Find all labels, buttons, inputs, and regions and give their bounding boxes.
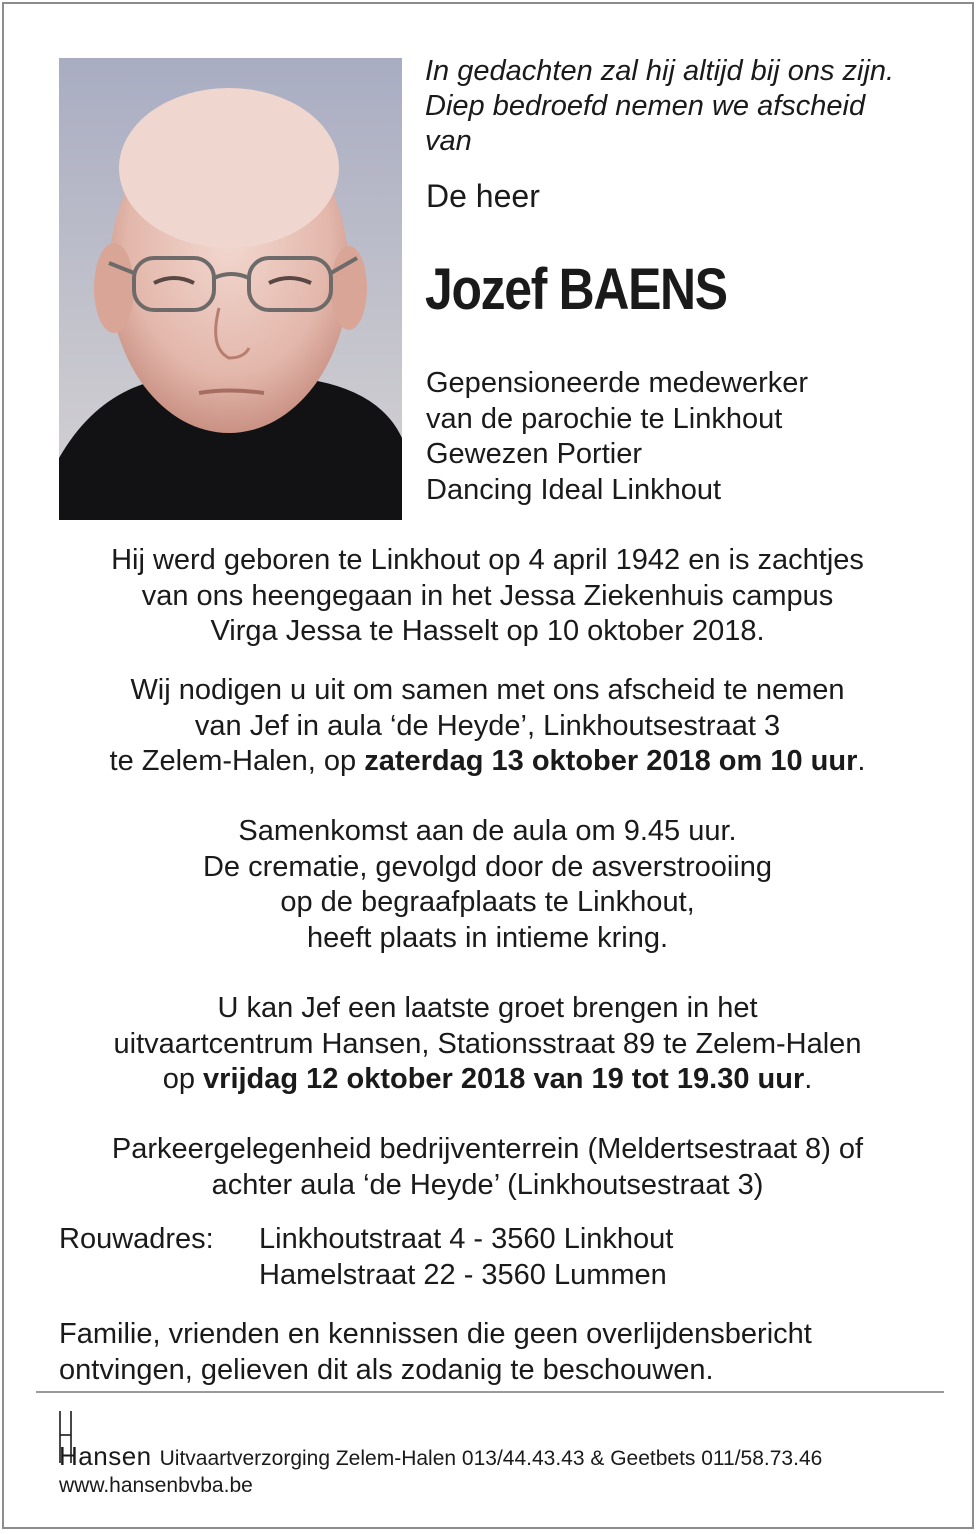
text-line: [40, 744, 935, 780]
portrait-photo: [59, 58, 402, 520]
birth-death-paragraph: [40, 543, 935, 650]
text-line: Familie, vrienden en kennissen die geen overlijdensbericht: [59, 1318, 812, 1350]
parking-paragraph: [40, 1132, 935, 1203]
text-line: Hij werd geboren te Linkhout op 4 april 1942 en is zachtjes: [111, 544, 864, 576]
text-line: Samenkomst aan de aula om 9.45 uur.: [238, 815, 737, 847]
deceased-name: Jozef BAENS: [425, 257, 727, 322]
visit-paragraph: [40, 991, 935, 1098]
footer-divider: [36, 1391, 944, 1393]
closing-paragraph: [59, 1317, 939, 1388]
text-line: ontvingen, gelieven dit als zodanig te beschouwen.: [59, 1353, 714, 1386]
text-line: van Jef in aula ‘de Heyde’, Linkhoutsestraat 3: [194, 709, 781, 742]
ceremony-date: zaterdag 13 oktober 2018 om 10 uur: [364, 745, 858, 777]
roles-list: [426, 366, 906, 508]
intro-text: In gedachten zal hij altijd bij ons zijn. Diep bedroefd nemen we afscheid van: [425, 55, 895, 157]
text-line: Virga Jessa te Hasselt op 10 oktober 2018.: [210, 615, 765, 647]
text-span: op: [162, 1063, 204, 1095]
text-line: van ons heengegaan in het Jessa Ziekenhuis campus: [141, 579, 834, 612]
role-line: Dancing Ideal Linkhout: [426, 473, 722, 506]
brand-name: Hansen: [59, 1441, 152, 1471]
website-link[interactable]: www.hansenbvba.be: [59, 1474, 253, 1497]
text-line: Wij nodigen u uit om samen met ons afscheid te nemen: [130, 674, 845, 706]
text-line: Parkeergelegenheid bedrijventerrein (Meldertsestraat 8) of: [111, 1133, 864, 1165]
funeral-home-info: [59, 1441, 822, 1472]
text-line: heeft plaats in intieme kring.: [306, 921, 669, 954]
salutation: De heer: [426, 178, 540, 214]
role-line: van de parochie te Linkhout: [426, 402, 783, 435]
address-line: Hamelstraat 22 - 3560 Lummen: [259, 1259, 667, 1291]
funeral-home-details: Uitvaartverzorging Zelem-Halen 013/44.43.43 & Geetbets 011/58.73.46: [159, 1447, 823, 1470]
role-line: Gewezen Portier: [426, 438, 642, 470]
address-label: Rouwadres:: [59, 1223, 214, 1255]
role-line: Gepensioneerde medewerker: [426, 367, 809, 399]
text-line: op de begraafplaats te Linkhout,: [280, 886, 695, 918]
text-line: De crematie, gevolgd door de asverstrooiing: [202, 850, 773, 883]
visit-date: vrijdag 12 oktober 2018 van 19 tot 19.30 uur: [203, 1063, 805, 1095]
ceremony-paragraph: [40, 814, 935, 956]
text-span: te Zelem-Halen, op: [109, 745, 365, 777]
address-line: Linkhoutstraat 4 - 3560 Linkhout: [259, 1223, 674, 1255]
address-lines: [259, 1221, 673, 1293]
text-line: [40, 1062, 935, 1098]
text-line: U kan Jef een laatste groet brengen in het: [217, 992, 758, 1024]
text-line: uitvaartcentrum Hansen, Stationsstraat 89 te Zelem-Halen: [113, 1027, 862, 1060]
invitation-paragraph: [40, 673, 935, 780]
text-line: achter aula ‘de Heyde’ (Linkhoutsestraat 3): [211, 1168, 764, 1201]
text-span: .: [804, 1063, 813, 1095]
text-span: .: [857, 745, 866, 777]
